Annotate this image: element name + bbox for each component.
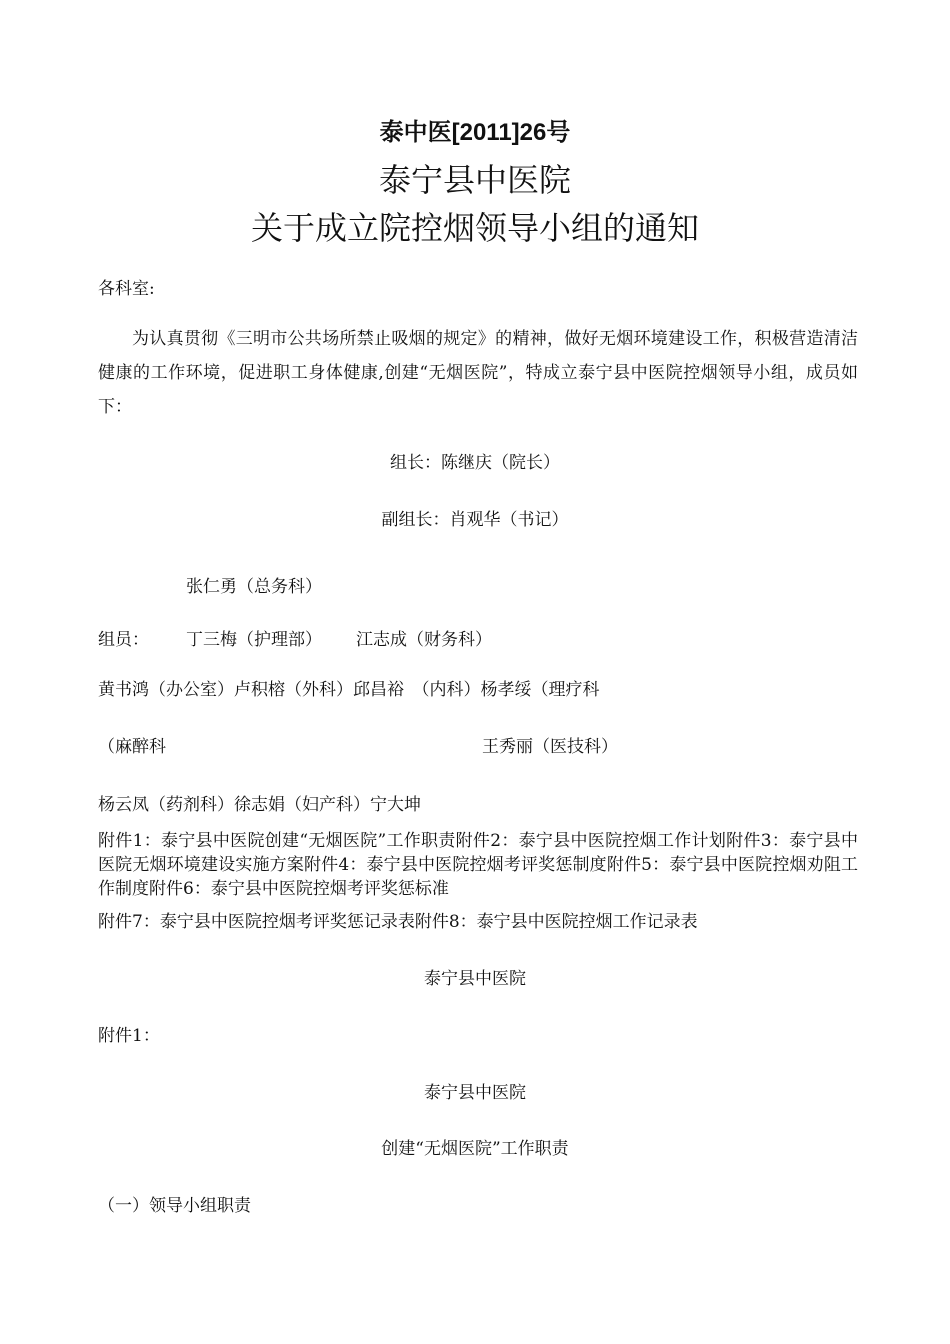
document-title-line1: 泰宁县中医院: [378, 161, 571, 199]
signature: 泰宁县中医院: [424, 969, 526, 989]
intro-paragraph: 为认真贯彻《三明市公共场所禁止吸烟的规定》的精神，做好无烟环境建设工作，积极营造清洁健康的工作环境，促进职工身体健康,创建“无烟医院”，特成立泰宁县中医院控烟领导小组，成员如下：: [98, 329, 858, 417]
member-row4: 杨云凤（药剂科）徐志娟（妇产科）宁大坤: [98, 795, 421, 815]
document-number: 泰中医[2011]26号: [379, 119, 571, 146]
appendix-section-heading: （一）领导小组职责: [98, 1196, 251, 1216]
group-leader: 组长：陈继庆（院长）: [390, 453, 560, 473]
appendix-label: 附件1：: [98, 1026, 160, 1046]
deputy-group-leader: 副组长：肖观华（书记）: [381, 510, 569, 530]
member-row1-a: 丁三梅（护理部）: [186, 630, 322, 650]
members-label: 组员：: [98, 630, 149, 650]
member-row3-a: （麻醉科: [98, 737, 166, 757]
member-row2: 黄书鸿（办公室）卢积榕（外科）邱昌裕 （内科）杨孝绥（理疗科: [98, 680, 600, 700]
attachments-list: 附件1：泰宁县中医院创建“无烟医院”工作职责附件2：泰宁县中医院控烟工作计划附件3：泰宁县中医院无烟环境建设实施方案附件4：泰宁县中医院控烟考评奖惩制度附件5：泰宁县中医院控烟劝阻工作制度附件6：泰宁县中医院控烟考评奖惩标准: [98, 831, 858, 899]
member-first: 张仁勇（总务科）: [186, 577, 322, 597]
member-row3-b: 王秀丽（医技科）: [482, 737, 618, 757]
attachments-list-2: 附件7：泰宁县中医院控烟考评奖惩记录表附件8：泰宁县中医院控烟工作记录表: [98, 912, 698, 932]
appendix-org: 泰宁县中医院: [424, 1083, 526, 1103]
member-row1-b: 江志成（财务科）: [356, 630, 492, 650]
document-title-line2: 关于成立院控烟领导小组的通知: [250, 209, 699, 247]
appendix-title: 创建“无烟医院”工作职责: [381, 1139, 569, 1159]
salutation: 各科室:: [98, 279, 155, 299]
